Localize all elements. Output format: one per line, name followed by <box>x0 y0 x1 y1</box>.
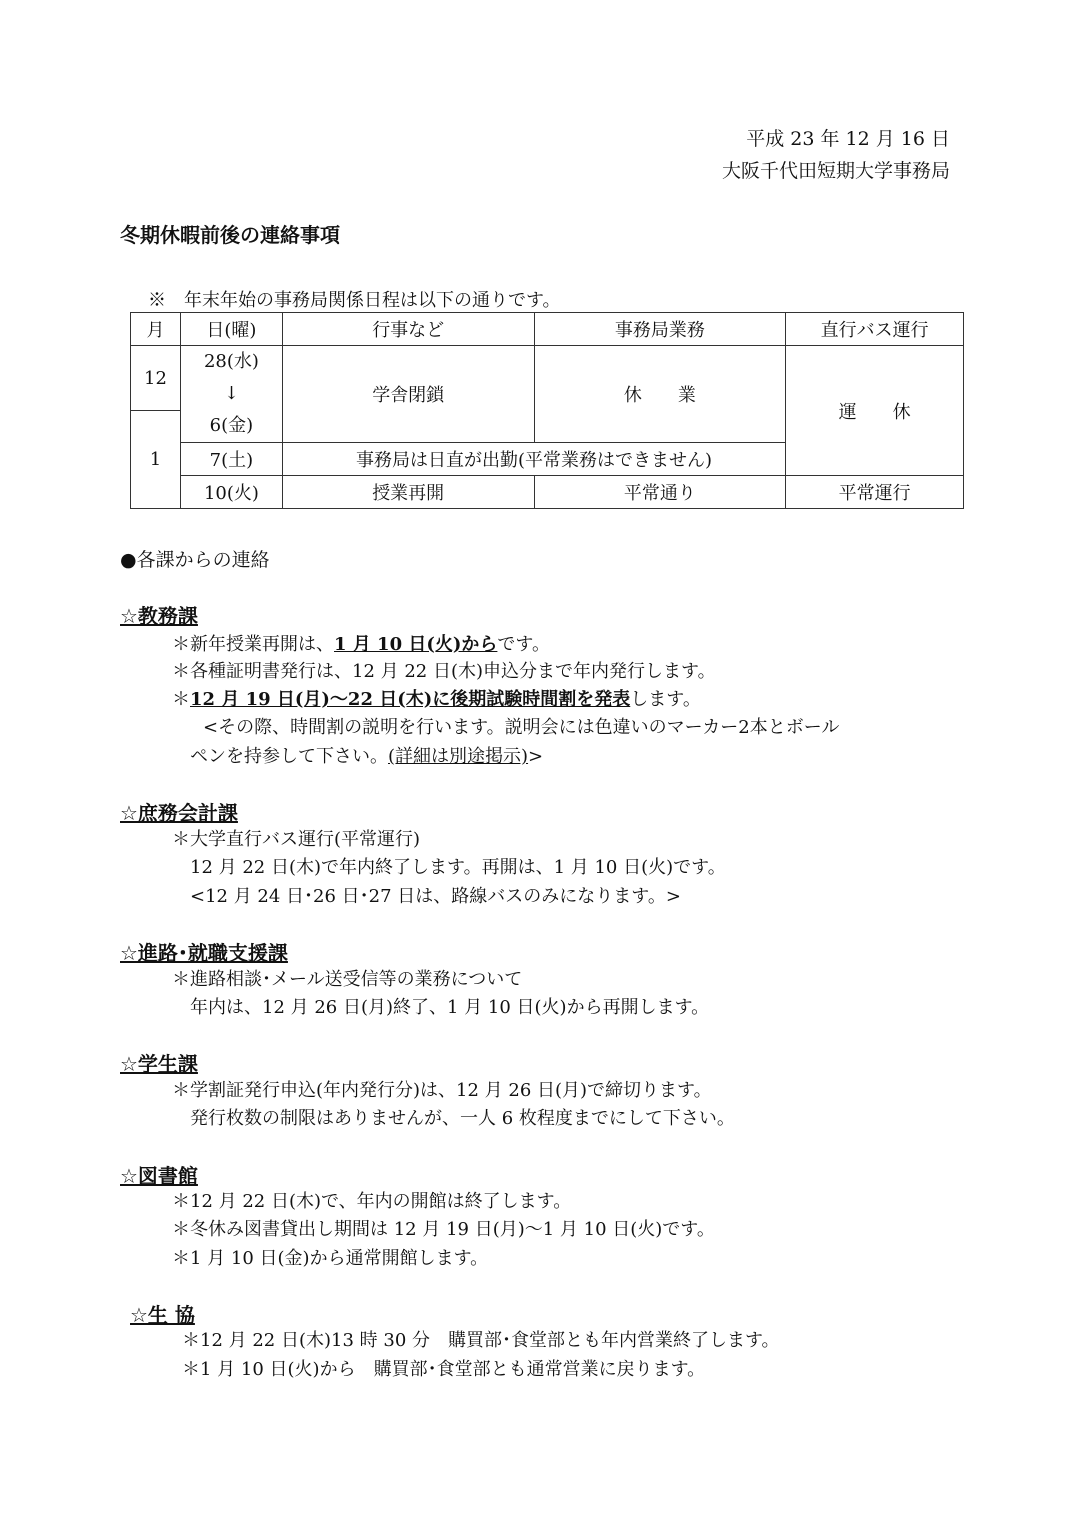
office-cell: 平常通り <box>534 476 786 509</box>
shinro-line-1: ＊進路相談･メール送受信等の業務について <box>172 969 523 990</box>
table-row <box>131 346 964 411</box>
highlight: 12 月 19 日(月)～22 日(木)に後期試験時間割を発表 <box>190 689 631 710</box>
bus-cell: 運 休 <box>786 346 964 476</box>
day-cell: 7(土) <box>180 443 282 476</box>
gakusei-line-1: ＊学割証発行申込(年内発行分)は、12 月 26 日(月)で締切ります。 <box>172 1080 712 1101</box>
schedule-note: ※ 年末年始の事務局関係日程は以下の通りです。 <box>148 290 561 311</box>
section-title-shinro: ☆進路･就職支援課 <box>120 941 288 965</box>
tosho-line-2: ＊冬休み図書貸出し期間は 12 月 19 日(月)～1 月 10 日(火)です。 <box>172 1219 715 1240</box>
section-title-kyomu: ☆教務課 <box>120 604 198 628</box>
document-title: 冬期休暇前後の連絡事項 <box>120 223 340 247</box>
kyomu-line-1 <box>172 630 550 656</box>
detail-note: (詳細は別途掲示) <box>388 746 529 767</box>
issuer-org: 大阪千代田短期大学事務局 <box>721 160 950 182</box>
header-cell: 月 <box>131 313 181 346</box>
event-cell: 事務局は日直が出勤(平常業務はできません) <box>282 443 785 476</box>
day-cell <box>180 346 282 443</box>
section-title-shomu: ☆庶務会計課 <box>120 801 238 825</box>
header-cell: 直行バス運行 <box>786 313 964 346</box>
event-cell: 学舎閉鎖 <box>282 346 534 443</box>
shomu-line-1: ＊大学直行バス運行(平常運行) <box>172 829 421 850</box>
gakusei-line-2: 発行枚数の制限はありませんが、一人 6 枚程度までにして下さい。 <box>190 1108 735 1129</box>
section-title-gakusei: ☆学生課 <box>120 1052 198 1076</box>
header-cell: 事務局業務 <box>534 313 786 346</box>
month-cell: 12 <box>131 346 181 411</box>
text: > <box>528 746 544 767</box>
day-cell: 10(火) <box>180 476 282 509</box>
issue-date: 平成 23 年 12 月 16 日 <box>746 128 950 150</box>
arrow-down: ↓ <box>223 383 239 404</box>
contact-heading: ●各課からの連絡 <box>120 549 270 571</box>
text: ペンを持参して下さい。 <box>190 746 388 767</box>
table-row <box>131 476 964 509</box>
shomu-line-2: 12 月 22 日(木)で年内終了します。再開は、1 月 10 日(火)です。 <box>190 857 726 878</box>
section-title-tosho: ☆図書館 <box>120 1164 198 1188</box>
schedule-table <box>130 312 964 509</box>
header-cell: 行事など <box>282 313 534 346</box>
bus-cell: 平常運行 <box>786 476 964 509</box>
month-cell: 1 <box>131 411 181 509</box>
event-cell: 授業再開 <box>282 476 534 509</box>
table-header-row <box>131 313 964 346</box>
header-cell: 日(曜) <box>180 313 282 346</box>
shinro-line-2: 年内は、12 月 26 日(月)終了、1 月 10 日(火)から再開します。 <box>190 997 710 1018</box>
day-end: 6(金) <box>209 415 254 436</box>
office-cell: 休 業 <box>534 346 786 443</box>
highlight: 1 月 10 日(火)から <box>334 634 498 655</box>
kyomu-line-2: ＊各種証明書発行は、12 月 22 日(木)申込分まで年内発行します。 <box>172 661 716 682</box>
tosho-line-3: ＊1 月 10 日(金)から通常開館します。 <box>172 1248 489 1269</box>
seikyo-line-1: ＊12 月 22 日(木)13 時 30 分 購買部･食堂部とも年内営業終了します。 <box>182 1330 780 1351</box>
text: ＊新年授業再開は、 <box>172 634 334 655</box>
text: です。 <box>497 634 550 655</box>
day-start: 28(水) <box>203 351 259 372</box>
text: ＊ <box>172 689 190 710</box>
section-title-seikyo: ☆生 協 <box>130 1303 195 1327</box>
kyomu-line-3 <box>172 685 701 711</box>
seikyo-line-2: ＊1 月 10 日(火)から 購買部･食堂部とも通常営業に戻ります。 <box>182 1359 706 1380</box>
kyomu-line-4: <その際、時間割の説明を行います。説明会には色違いのマーカー2本とボール <box>203 717 840 738</box>
kyomu-line-5 <box>190 742 543 768</box>
tosho-line-1: ＊12 月 22 日(木)で、年内の開館は終了します。 <box>172 1191 572 1212</box>
shomu-line-3: <12 月 24 日･26 日･27 日は、路線バスのみになります。> <box>190 886 681 907</box>
text: します。 <box>630 689 701 710</box>
